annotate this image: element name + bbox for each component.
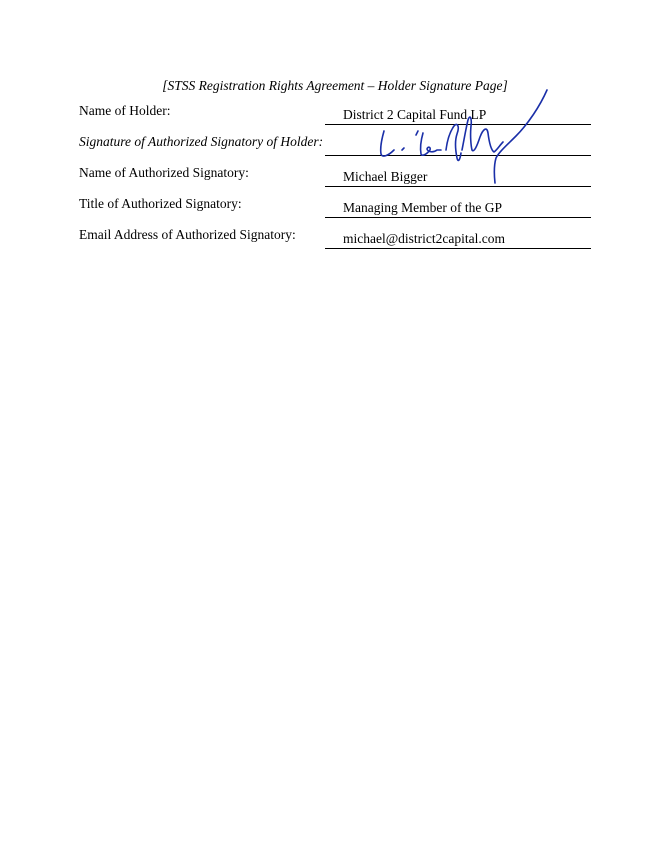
field-label: Signature of Authorized Signatory of Holder: <box>79 134 324 149</box>
field-value: District 2 Capital Fund LP <box>343 107 487 122</box>
field-label: Email Address of Authorized Signatory: <box>79 227 296 242</box>
field-label: Name of Holder: <box>79 103 171 118</box>
field-line <box>325 224 591 249</box>
field-label: Title of Authorized Signatory: <box>79 196 242 211</box>
signature-strokes <box>381 90 547 183</box>
handwritten-signature <box>370 86 560 190</box>
page-title: [STSS Registration Rights Agreement – Holder Signature Page] <box>162 78 508 93</box>
field-value: michael@district2capital.com <box>343 231 505 246</box>
field-title-of-signatory <box>79 194 591 218</box>
field-line <box>325 193 591 218</box>
field-label: Name of Authorized Signatory: <box>79 165 249 180</box>
field-value: Michael Bigger <box>343 169 428 184</box>
field-email-of-signatory <box>79 225 591 249</box>
field-value: Managing Member of the GP <box>343 200 502 215</box>
